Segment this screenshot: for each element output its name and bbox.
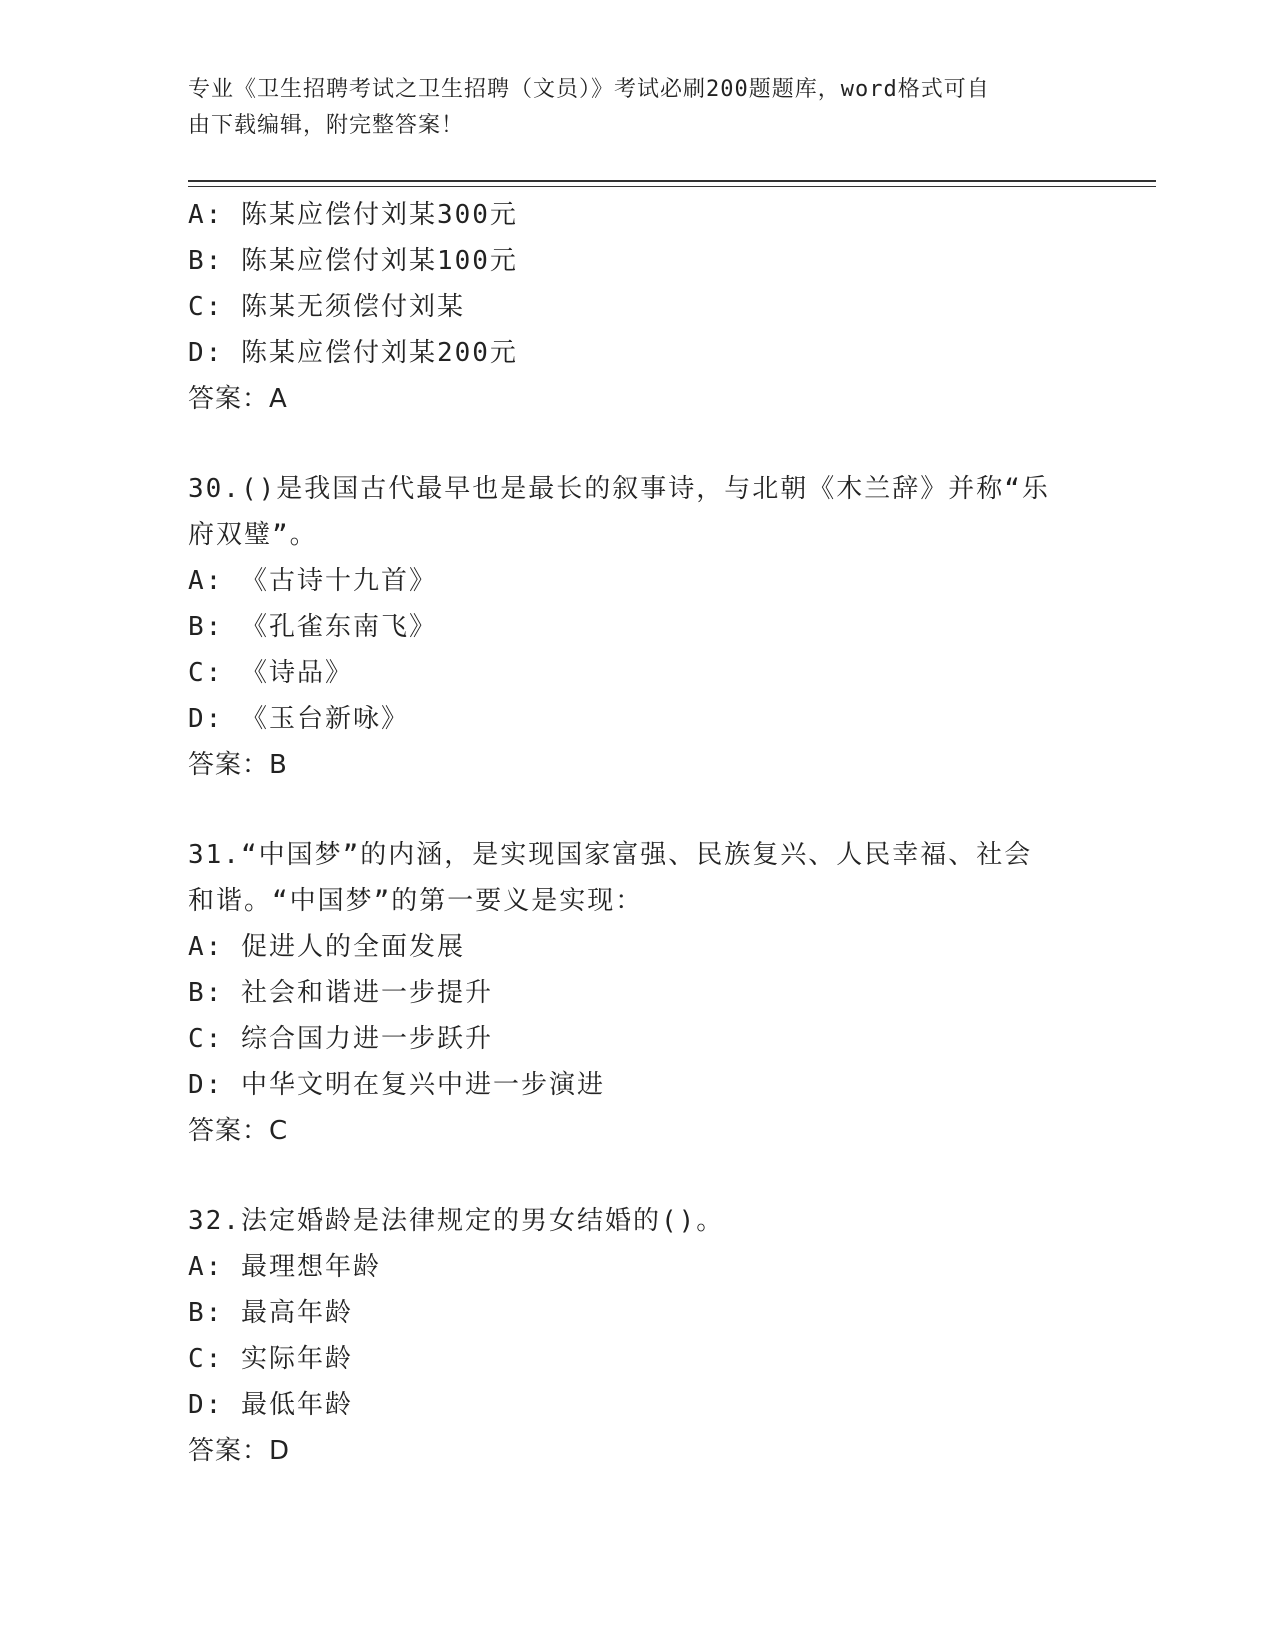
option-a: A: 《古诗十九首》	[188, 566, 437, 596]
document-header	[188, 72, 1068, 144]
option-c: C: 陈某无须偿付刘某	[188, 292, 465, 322]
option-b: B: 社会和谐进一步提升	[188, 978, 493, 1008]
spacer	[188, 422, 1088, 466]
spacer	[188, 788, 1088, 832]
question-32	[188, 1198, 1088, 1474]
answer: 答案：A	[188, 384, 288, 414]
question-29	[188, 192, 1088, 422]
option-c: C: 《诗品》	[188, 658, 353, 688]
option-c: C: 综合国力进一步跃升	[188, 1024, 493, 1054]
option-d: D: 《玉台新咏》	[188, 704, 409, 734]
option-d: D: 陈某应偿付刘某200元	[188, 338, 518, 368]
question-30	[188, 466, 1088, 788]
header-divider-thick	[188, 180, 1156, 182]
option-d: D: 中华文明在复兴中进一步演进	[188, 1070, 605, 1100]
option-a: A: 最理想年龄	[188, 1252, 381, 1282]
spacer	[188, 1154, 1088, 1198]
option-c: C: 实际年龄	[188, 1344, 353, 1374]
question-stem-line-2: 和谐。“中国梦”的第一要义是实现：	[188, 886, 644, 916]
option-b: B: 最高年龄	[188, 1298, 353, 1328]
option-a: A: 陈某应偿付刘某300元	[188, 200, 518, 230]
question-stem-line-2: 府双璧”。	[188, 520, 318, 550]
header-line-2: 由下载编辑，附完整答案！	[188, 113, 465, 138]
option-d: D: 最低年龄	[188, 1390, 353, 1420]
answer: 答案：D	[188, 1436, 291, 1466]
question-stem-line-1: 32.法定婚龄是法律规定的男女结婚的()。	[188, 1206, 725, 1236]
question-31	[188, 832, 1088, 1154]
question-stem-line-1: 31.“中国梦”的内涵，是实现国家富强、民族复兴、人民幸福、社会	[188, 840, 1033, 870]
question-list	[188, 192, 1088, 1474]
header-line-1: 专业《卫生招聘考试之卫生招聘（文员）》考试必刷200题题库，word格式可自	[188, 77, 990, 102]
question-stem-line-1: 30.()是我国古代最早也是最长的叙事诗，与北朝《木兰辞》并称“乐	[188, 474, 1050, 504]
option-b: B: 陈某应偿付刘某100元	[188, 246, 518, 276]
option-b: B: 《孔雀东南飞》	[188, 612, 437, 642]
answer: 答案：C	[188, 1116, 289, 1146]
header-divider-thin	[188, 186, 1156, 187]
option-a: A: 促进人的全面发展	[188, 932, 465, 962]
answer: 答案：B	[188, 750, 288, 780]
